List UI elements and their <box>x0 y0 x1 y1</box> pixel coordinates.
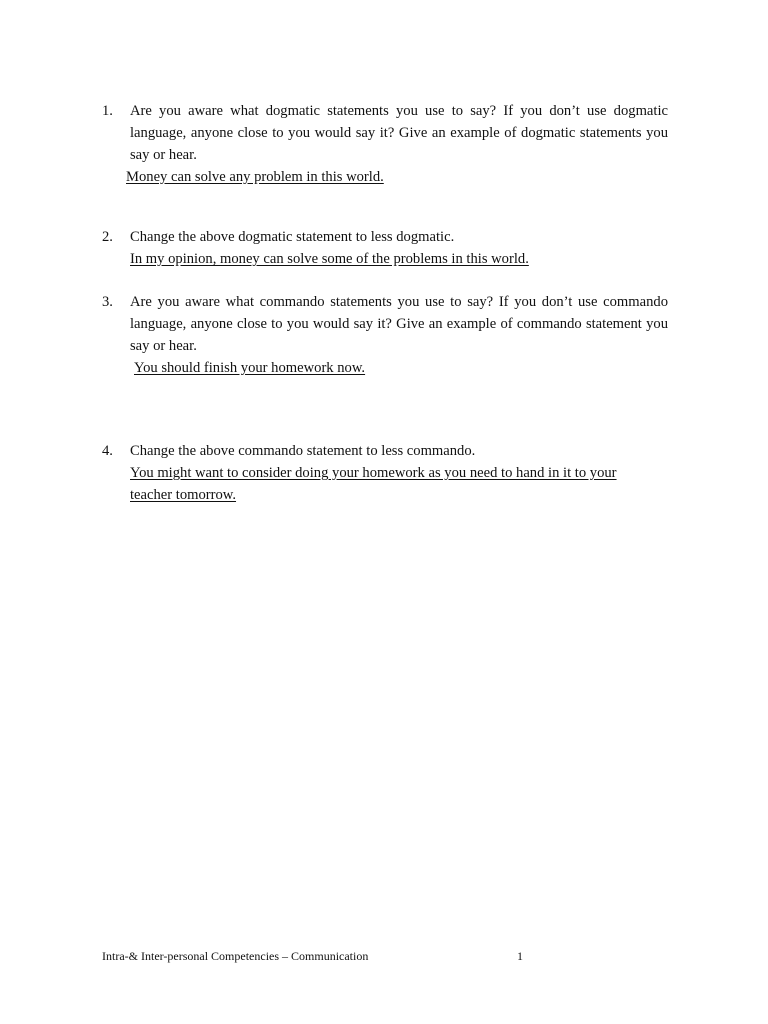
page-footer: Intra-& Inter-personal Competencies – Communication <box>102 949 369 963</box>
question-4 <box>102 440 668 506</box>
question-number: 1. <box>102 103 113 119</box>
question-prompt: Change the above dogmatic statement to less dogmatic. <box>130 229 455 245</box>
question-1 <box>102 100 668 188</box>
question-answer: In my opinion, money can solve some of the problems in this world. <box>130 251 529 267</box>
question-number: 3. <box>102 294 113 310</box>
question-prompt: Change the above commando statement to less commando. <box>130 443 476 459</box>
question-answer: You should finish your homework now. <box>134 360 366 376</box>
question-2 <box>102 226 668 270</box>
question-3 <box>102 291 668 379</box>
question-answer: You might want to consider doing your homework as you need to hand in it to your teacher tomorrow. <box>130 465 617 503</box>
question-answer: Money can solve any problem in this world. <box>126 169 384 185</box>
page-number: 1 <box>517 949 523 963</box>
question-number: 4. <box>102 443 113 459</box>
question-number: 2. <box>102 229 113 245</box>
question-prompt: Are you aware what dogmatic statements you use to say? If you don’t use dogmatic language, anyone close to you would say it? Give an example of dogmatic statements you say or hear. <box>130 103 668 163</box>
question-prompt: Are you aware what commando statements you use to say? If you don’t use commando language, anyone close to you would say it? Give an example of commando statement you say or hear. <box>130 294 668 354</box>
